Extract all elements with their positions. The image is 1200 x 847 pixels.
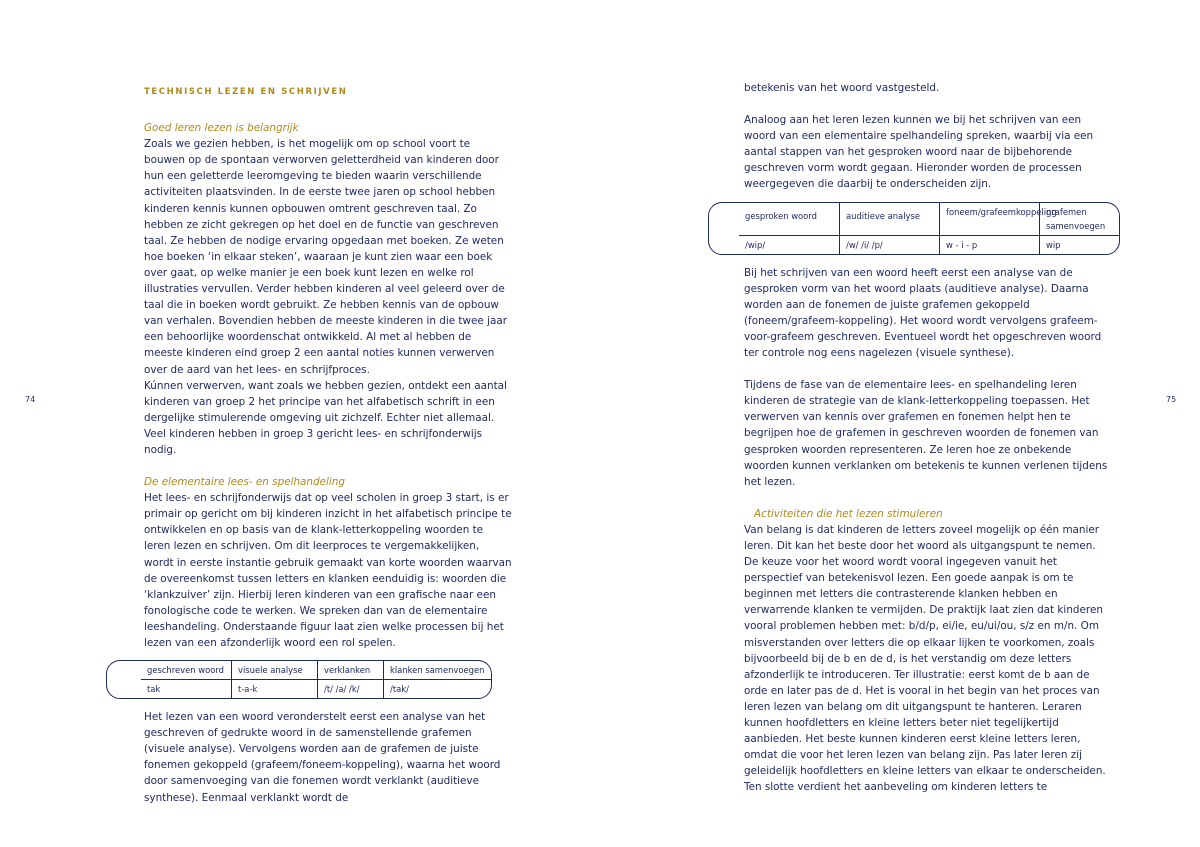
table-cell: /tak/ [383, 680, 491, 698]
paragraph: betekenis van het woord vastgesteld. [744, 82, 940, 94]
table-cell: w - i - p [939, 236, 1039, 254]
table-cell: tak [147, 684, 161, 695]
paragraph: Het lezen van een woord veronderstelt eerst een analyse van het geschreven of gedrukte woord in de samenstellende grafemen (visuele analyse). Vervolgens worden aan de grafemen de juiste fonemen gekoppeld (grafeem/foneem-koppeling), waarna het woord door samenvoeging van die fonemen wordt verklankt (auditieve synthese). Eenmaal verklankt wordt de [144, 711, 501, 804]
left-page-column [144, 84, 512, 806]
paragraph: Bij het schrijven van een woord heeft eerst een analyse van de gesproken vorm van het woord plaats (auditieve analyse). Daarna worden aan de fonemen de juiste grafemen gekoppeld (foneem/grafeem-koppeling). Het woord wordt vervolgens grafeem-voor-grafeem geschreven. Eventueel wordt het opgeschreven woord ter controle nog eens nagelezen (visuele synthese). [744, 266, 1102, 360]
table-cell: /wip/ [745, 239, 766, 250]
heading-activiteiten: Activiteiten die het lezen stimuleren [754, 507, 943, 520]
page-number-right: 75 [1166, 395, 1177, 404]
heading-elementaire-lees-en-spelhandeling: De elementaire lees- en spelhandeling [144, 476, 345, 489]
table-cell: t-a-k [231, 680, 317, 698]
paragraph: Het lees- en schrijfonderwijs dat op veel scholen in groep 3 start, is er primair op gericht om bij kinderen inzicht in het alfabetisch principe te ontwikkelen en op basis van de klank-letterkoppeling woorden te leren lezen en schrijven. Om dit leerproces te vergemakkelijken, wordt in eerste instantie gebruik gemaakt van korte woorden waarvan de overeenkomst tussen letters en klanken eenduidig is: woorden die ‘klankzuiver’ zijn. Hierbij leren kinderen van een grafische naar een fonologische code te werken. We spreken dan van de elementaire leeshandeling. Onderstaande figuur laat zien welke processen bij het lezen van een afzonderlijk woord een rol spelen. [144, 492, 512, 649]
table-header-row [739, 203, 1119, 235]
table-cell: wip [1039, 236, 1119, 254]
table-header-cell: auditieve analyse [839, 203, 939, 235]
paragraph: Analoog aan het leren lezen kunnen we bij het schrijven van een woord van een elementaire spelhandeling spreken, waarbij via een aantal stappen van het gesproken woord naar de bijbehorende geschreven vorm wordt gegaan. Hieronder worden de processen weergegeven die daarbij te onderscheiden zijn. [744, 114, 1094, 191]
page-number-left: 74 [25, 395, 36, 404]
heading-goed-leren-lezen: Goed leren lezen is belangrijk [144, 122, 299, 135]
table-row [141, 679, 491, 698]
table-cell: /t/ /a/ /k/ [317, 680, 383, 698]
running-head: TECHNISCH LEZEN EN SCHRIJVEN [144, 87, 348, 97]
table-cell: /w/ /i/ /p/ [839, 236, 939, 254]
table-header-cell: geschreven woord [147, 665, 224, 676]
table-header-row [141, 661, 491, 679]
paragraph: Tijdens de fase van de elementaire lees- en spelhandeling leren kinderen de strategie van de klank-letterkoppeling toepassen. Het verwerven van kennis over grafemen en fonemen helpt hen te begrijpen hoe de grafemen in geschreven woorden de fonemen van gesproken woorden representeren. Ze leren hoe ze onbekende woorden kunnen verklanken om betekenis te kunnen verlenen tijdens het lezen. [744, 379, 1108, 488]
paragraph: Zoals we gezien hebben, is het mogelijk om op school voort te bouwen op de spontaan verworven geletterdheid van kinderen door hun een geletterde leeromgeving te bieden waarin verschillende activiteiten plaatsvinden. In de eerste twee jaren op school hebben kinderen kennis kunnen opbouwen omtrent geschreven taal. Zo hebben ze zicht gekregen op het doel en de functie van geschreven taal. Ze hebben de nodige ervaring opgedaan met boeken. Ze weten hoe boeken ‘in elkaar steken’, waaraan je kunt zien waar een boek over gaat, op welke manier je een boek kunt lezen en welke rol illustraties vervullen. Verder hebben kinderen al veel geleerd over de taal die in boeken wordt gebruikt. Ze hebben kennis van de opbouw van verhalen. Bovendien hebben de meeste kinderen in die twee jaar een behoorlijke woordenschat ontwikkeld. Al met al hebben de meeste kinderen eind groep 2 een aantal noties kunnen verwerven over de aard van het lees- en schrijfproces. [144, 138, 507, 376]
right-page-column [744, 80, 1112, 795]
table-header-cell: klanken samenvoegen [383, 661, 491, 679]
table-header-cell: grafemen samenvoegen [1039, 203, 1119, 235]
paragraph: Kúnnen verwerven, want zoals we hebben gezien, ontdekt een aantal kinderen van groep 2 het principe van het alfabetisch schrift in een dergelijke stimulerende omgeving uit zichzelf. Echter niet allemaal. Veel kinderen hebben in groep 3 gericht lees- en schrijfonderwijs nodig. [144, 379, 507, 456]
table-header-cell: foneem/grafeemkoppeling [939, 203, 1039, 235]
table-header-cell: verklanken [317, 661, 383, 679]
paragraph: Van belang is dat kinderen de letters zoveel mogelijk op één manier leren. Dit kan het beste door het woord als uitgangspunt te nemen. De keuze voor het woord wordt vooral ingegeven vanuit het perspectief van betekenisvol lezen. Een goede aanpak is om te beginnen met letters die contrasterende klanken hebben en verwarrende klanken te vermijden. De praktijk laat zien dat kinderen vooral problemen hebben met: b/d/p, ei/ie, eu/ui/ou, s/z en m/n. Om misverstanden over letters die op elkaar lijken te voorkomen, zoals bijvoorbeeld bij de b en de d, is het verstandig om deze letters afzonderlijk te introduceren. Ter illustratie: eerst komt de b aan de orde en later pas de d. Het is vooral in het begin van het proces van leren lezen van belang om dit uitgangspunt te hanteren. Leraren kunnen hoofdletters en kleine letters beter niet tegelijkertijd aanbieden. Het beste kunnen kinderen eerst kleine letters leren, omdat die voor het leren lezen van belang zijn. Pas later leren zij geleidelijk hoofdletters en kleine letters van elkaar te onderscheiden. Ten slotte verdient het aanbeveling om kinderen letters te [744, 523, 1106, 794]
table-row [739, 235, 1119, 254]
reading-process-table [106, 660, 492, 699]
spelling-process-table [708, 202, 1120, 255]
table-header-cell: gesproken woord [745, 210, 817, 221]
table-header-cell: visuele analyse [231, 661, 317, 679]
